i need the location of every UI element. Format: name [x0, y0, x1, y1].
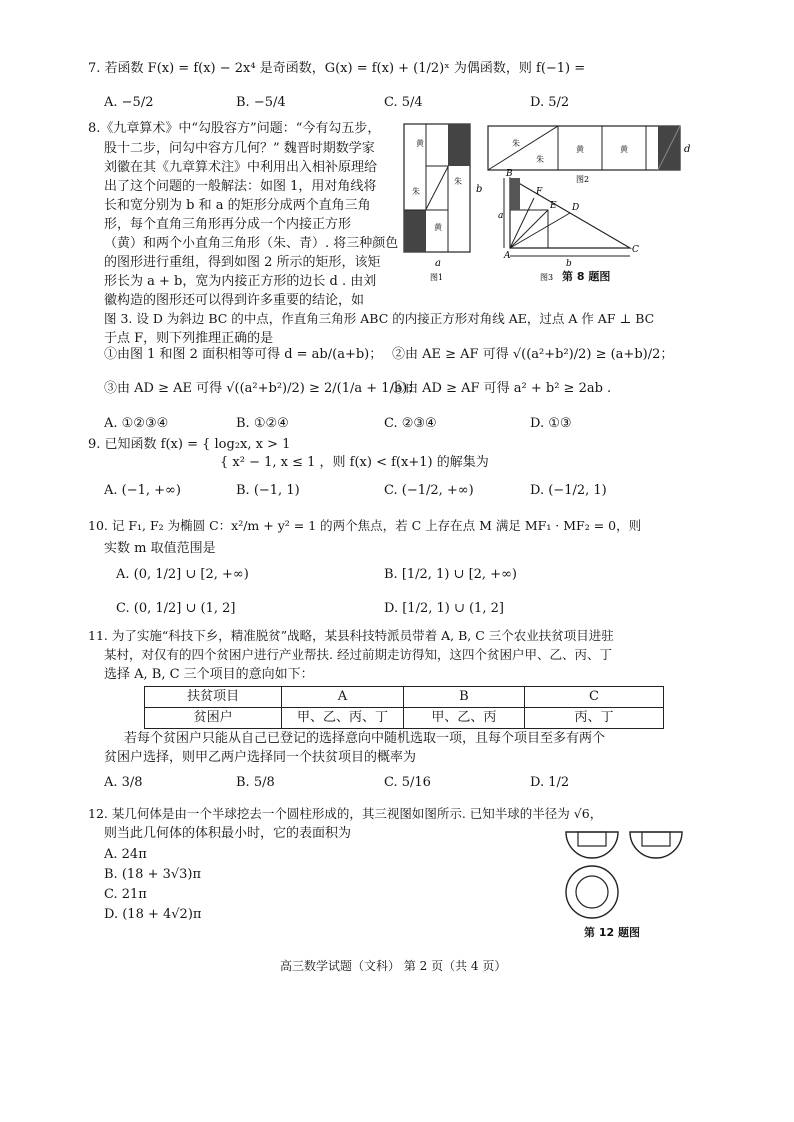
- q8-line: 8.《九章算术》中“勾股容方”问题：“今有勾五步，: [88, 121, 381, 136]
- q11-table-header-cell: A: [282, 687, 403, 708]
- q10-stem-line-1: 10. 记 F₁, F₂ 为椭圆 C：x²/m + y² = 1 的两个焦点，若 C 上存在点 M 满足 MF₁ · MF₂ = 0，则: [88, 518, 642, 533]
- q8-fig2-zhu: 朱: [536, 155, 544, 164]
- q11-line: 选择 A, B, C 三个项目的意向如下：: [104, 667, 314, 682]
- q12-line: 则当此几何体的体积最小时，它的表面积为: [104, 826, 352, 841]
- q8-fig1-label: 图1: [430, 273, 444, 282]
- q8-fig2-label: 图2: [576, 175, 590, 184]
- q11-table-cell: 丙、丁: [525, 708, 664, 729]
- q8-fig1-zhu: 朱: [454, 177, 462, 186]
- q10-option-c: C. (0, 1/2] ∪ (1, 2]: [116, 601, 236, 616]
- q8-line: 出了这个问题的一般解法：如图 1，用对角线将: [104, 179, 377, 194]
- q8-line: 形，每个直角三角形再分成一个内接正方形: [104, 217, 352, 232]
- q12-line: 12. 某几何体是由一个半球挖去一个圆柱形成的，其三视图如图所示. 已知半球的半径为 √6，: [88, 806, 603, 821]
- q12-front-view: [566, 832, 618, 858]
- q8-fig3-label: 图3: [540, 273, 554, 282]
- q12-option-c: C. 21π: [104, 887, 147, 902]
- q8-fig2-huang: 黄: [620, 145, 628, 154]
- q8-figure: [400, 118, 695, 288]
- q8-reasoning-4: ④由 AD ≥ AF 可得 a² + b² ≥ 2ab .: [392, 381, 612, 396]
- q9-option-d: D. (−1/2, 1): [530, 483, 607, 498]
- q11-table-cell: 甲、乙、丙: [403, 708, 524, 729]
- q8-reasoning-3: ③由 AD ≥ AE 可得 √((a²+b²)/2) ≥ 2/(1/a + 1/b)；: [104, 381, 421, 396]
- q12-option-a: A. 24π: [104, 847, 147, 862]
- q11-table-header-cell: 扶贫项目: [145, 687, 282, 708]
- q8-reasoning-2: ②由 AE ≥ AF 可得 √((a²+b²)/2) ≥ (a+b)/2；: [392, 347, 674, 362]
- q7-stem: 7. 若函数 F(x) = f(x) − 2x⁴ 是奇函数，G(x) = f(x) + (1/2)ˣ 为偶函数，则 f(−1) =: [88, 61, 586, 76]
- q9-option-b: B. (−1, 1): [236, 483, 300, 498]
- q8-figure-caption: 第 8 题图: [562, 270, 611, 283]
- q8-fig3-C: C: [632, 245, 639, 255]
- q9-option-c: C. (−1/2, +∞): [384, 483, 474, 498]
- q8-fig3-b: b: [566, 259, 572, 269]
- q8-line: 股十二步，问勾中容方几何？” 魏晋时期数学家: [104, 141, 375, 156]
- q8-fig3-D: D: [572, 203, 580, 213]
- q8-fig3-B: B: [506, 169, 513, 179]
- q8-fig1-b: b: [476, 184, 483, 195]
- q8-fig2-d: d: [684, 144, 691, 155]
- q11-option-d: D. 1/2: [530, 775, 570, 790]
- q8-fig2-zhu: 朱: [512, 139, 520, 148]
- q8-line: 徽构造的图形还可以得到许多重要的结论，如: [104, 293, 365, 308]
- q7-option-d: D. 5/2: [530, 95, 570, 110]
- q12-top-view: [566, 866, 618, 918]
- q11-after-line: 贫困户选择，则甲乙两户选择同一个扶贫项目的概率为: [104, 750, 417, 765]
- q12-option-b: B. (18 + 3√3)π: [104, 867, 202, 882]
- q8-line: 的图形进行重组，得到如图 2 所示的矩形，该矩: [104, 255, 381, 270]
- q8-option-b: B. ①②④: [236, 416, 289, 431]
- q9-option-a: A. (−1, +∞): [104, 483, 181, 498]
- page-footer: 高三数学试题（文科） 第 2 页（共 4 页）: [280, 959, 507, 973]
- q8-option-d: D. ①③: [530, 416, 572, 431]
- q8-fig1-a: a: [435, 258, 441, 269]
- q11-option-b: B. 5/8: [236, 775, 275, 790]
- q9-stem-line-2: { x² − 1, x ≤ 1 ，则 f(x) < f(x+1) 的解集为: [220, 455, 489, 470]
- q11-table-row: [145, 708, 664, 729]
- q11-option-a: A. 3/8: [104, 775, 143, 790]
- q8-fig3-E: E: [550, 201, 557, 211]
- q9-stem-line-1: 9. 已知函数 f(x) = { log₂x, x > 1: [88, 437, 291, 452]
- q8-fig3-a: a: [498, 211, 504, 221]
- q7-option-a: A. −5/2: [104, 95, 154, 110]
- q10-stem-line-2: 实数 m 取值范围是: [104, 541, 216, 556]
- q7-option-c: C. 5/4: [384, 95, 423, 110]
- q8-line: 形长为 a + b，宽为内接正方形的边长 d . 由刘: [104, 274, 377, 289]
- q11-table-header-cell: B: [403, 687, 524, 708]
- q7-option-b: B. −5/4: [236, 95, 286, 110]
- q8-fig1-zhu: 朱: [412, 187, 420, 196]
- q11-table-header-row: [145, 687, 664, 708]
- q11-line: 某村，对仅有的四个贫困户进行产业帮扶. 经过前期走访得知，这四个贫困户甲、乙、丙、丁: [104, 647, 612, 662]
- q8-fig2: [488, 126, 680, 170]
- q8-line: 长和宽分别为 b 和 a 的矩形分成两个直角三角: [104, 198, 371, 213]
- q11-option-c: C. 5/16: [384, 775, 431, 790]
- q10-option-a: A. (0, 1/2] ∪ [2, +∞): [116, 567, 249, 582]
- q11-table-cell: 贫困户: [145, 708, 282, 729]
- q8-line: （黄）和两个小直角三角形（朱、青）. 将三种颜色: [104, 236, 399, 251]
- q8-fig3-F: F: [536, 187, 543, 197]
- q10-option-b: B. [1/2, 1) ∪ [2, +∞): [384, 567, 517, 582]
- q8-fig1-huang: 黄: [416, 139, 424, 148]
- q11-table: [144, 686, 664, 729]
- q12-option-d: D. (18 + 4√2)π: [104, 907, 202, 922]
- q12-three-view-figure: [560, 826, 700, 926]
- q8-fig3: [504, 178, 630, 256]
- q12-figure-caption: 第 12 题图: [584, 926, 640, 939]
- q11-table-header-cell: C: [525, 687, 664, 708]
- q11-table-cell: 甲、乙、丙、丁: [282, 708, 403, 729]
- q8-line: 刘徽在其《九章算术注》中利用出入相补原理给: [104, 160, 378, 175]
- q8-option-c: C. ②③④: [384, 416, 437, 431]
- q8-line: 图 3. 设 D 为斜边 BC 的中点，作直角三角形 ABC 的内接正方形对角线 AE，过点 A 作 AF ⊥ BC: [104, 311, 655, 326]
- q8-fig1-huang: 黄: [434, 223, 442, 232]
- q8-reasoning-1: ①由图 1 和图 2 面积相等可得 d = ab/(a+b)；: [104, 347, 383, 362]
- q8-fig3-A: A: [504, 251, 511, 261]
- q8-fig2-huang: 黄: [576, 145, 584, 154]
- q8-line: 于点 F，则下列推理正确的是: [104, 331, 274, 346]
- q10-option-d: D. [1/2, 1) ∪ (1, 2]: [384, 601, 504, 616]
- q12-side-view: [630, 832, 682, 858]
- q8-option-a: A. ①②③④: [104, 416, 169, 431]
- q11-line: 11. 为了实施“科技下乡，精准脱贫”战略，某县科技特派员带着 A, B, C 三个农业扶贫项目进驻: [88, 628, 614, 643]
- q11-after-line: 若每个贫困户只能从自己已登记的选择意向中随机选取一项，且每个项目至多有两个: [124, 731, 606, 746]
